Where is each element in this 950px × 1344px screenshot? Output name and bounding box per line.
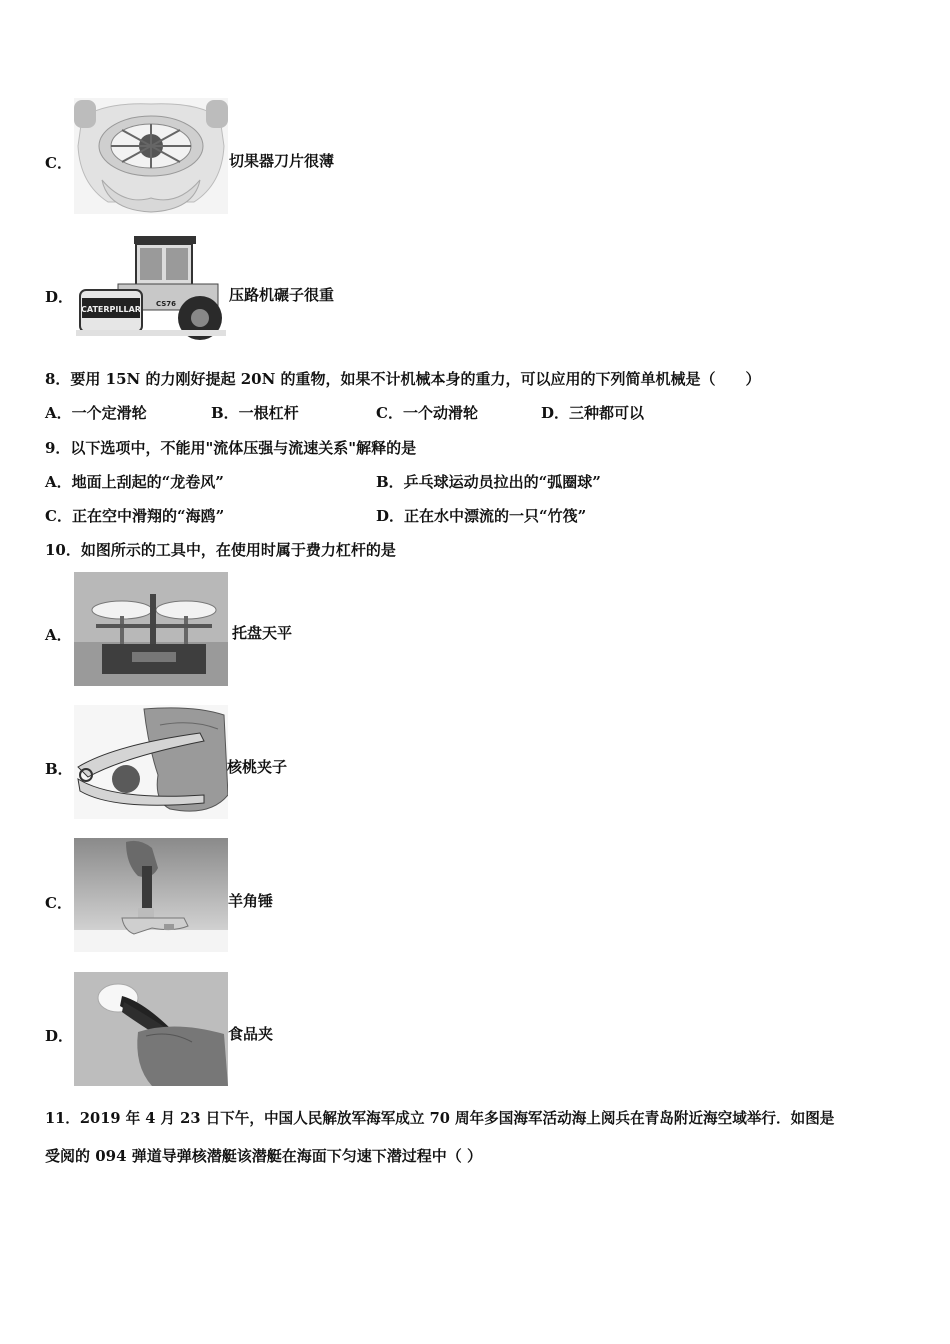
food-tongs-image (74, 972, 228, 1086)
q8-option-b: B．一根杠杆 (211, 404, 299, 422)
q11-line2: 受阅的 094 弹道导弹核潜艇该潜艇在海面下匀速下潜过程中（ ） (45, 1147, 482, 1165)
q9-option-d: D．正在水中漂流的一只“竹筏” (376, 507, 587, 525)
fruit-cutter-image (74, 98, 228, 214)
q9-option-a: A．地面上刮起的“龙卷风” (45, 473, 224, 491)
q8-option-c: C．一个动滑轮 (376, 404, 478, 422)
q8-option-d: D．三种都可以 (541, 404, 645, 422)
q9-option-c: C．正在空中滑翔的“海鸥” (45, 507, 225, 525)
q9-option-b: B．乒乓球运动员拉出的“弧圈球” (376, 473, 601, 491)
q9-stem: 9．以下选项中，不能用"流体压强与流速关系"解释的是 (45, 439, 417, 457)
q10-a-label: 托盘天平 (232, 624, 293, 642)
claw-hammer-image (74, 838, 228, 952)
nutcracker-image (74, 705, 228, 819)
q10-d-label: 食品夹 (228, 1025, 274, 1043)
q10-b-letter: B． (45, 760, 73, 778)
q8-option-a: A．一个定滑轮 (45, 404, 147, 422)
q10-a-letter: A． (45, 626, 72, 644)
q10-d-letter: D． (45, 1027, 74, 1045)
q10-c-letter: C． (45, 894, 72, 912)
q7-d-label: 压路机碾子很重 (229, 286, 335, 304)
roller-model-text: CS76 (156, 300, 177, 308)
road-roller-image (74, 234, 228, 346)
q10-c-label: 羊角锤 (228, 892, 274, 910)
roller-brand-text: CATERPILLAR (81, 305, 141, 314)
balance-scale-image (74, 572, 228, 686)
q7-c-label: 切果器刀片很薄 (229, 152, 335, 170)
q10-b-label: 核桃夹子 (227, 758, 288, 776)
q7-d-letter: D． (45, 288, 74, 306)
q10-stem: 10．如图所示的工具中，在使用时属于费力杠杆的是 (45, 541, 396, 559)
q8-stem: 8．要用 15N 的力刚好提起 20N 的重物，如果不计机械本身的重力，可以应用的下列简单机械是（ ） (45, 370, 761, 388)
q11-line1: 11．2019 年 4 月 23 日下午，中国人民解放军海军成立 70 周年多国海军活动海上阅兵在青岛附近海空域举行．如图是 (45, 1110, 835, 1127)
q7-c-letter: C． (45, 154, 72, 172)
